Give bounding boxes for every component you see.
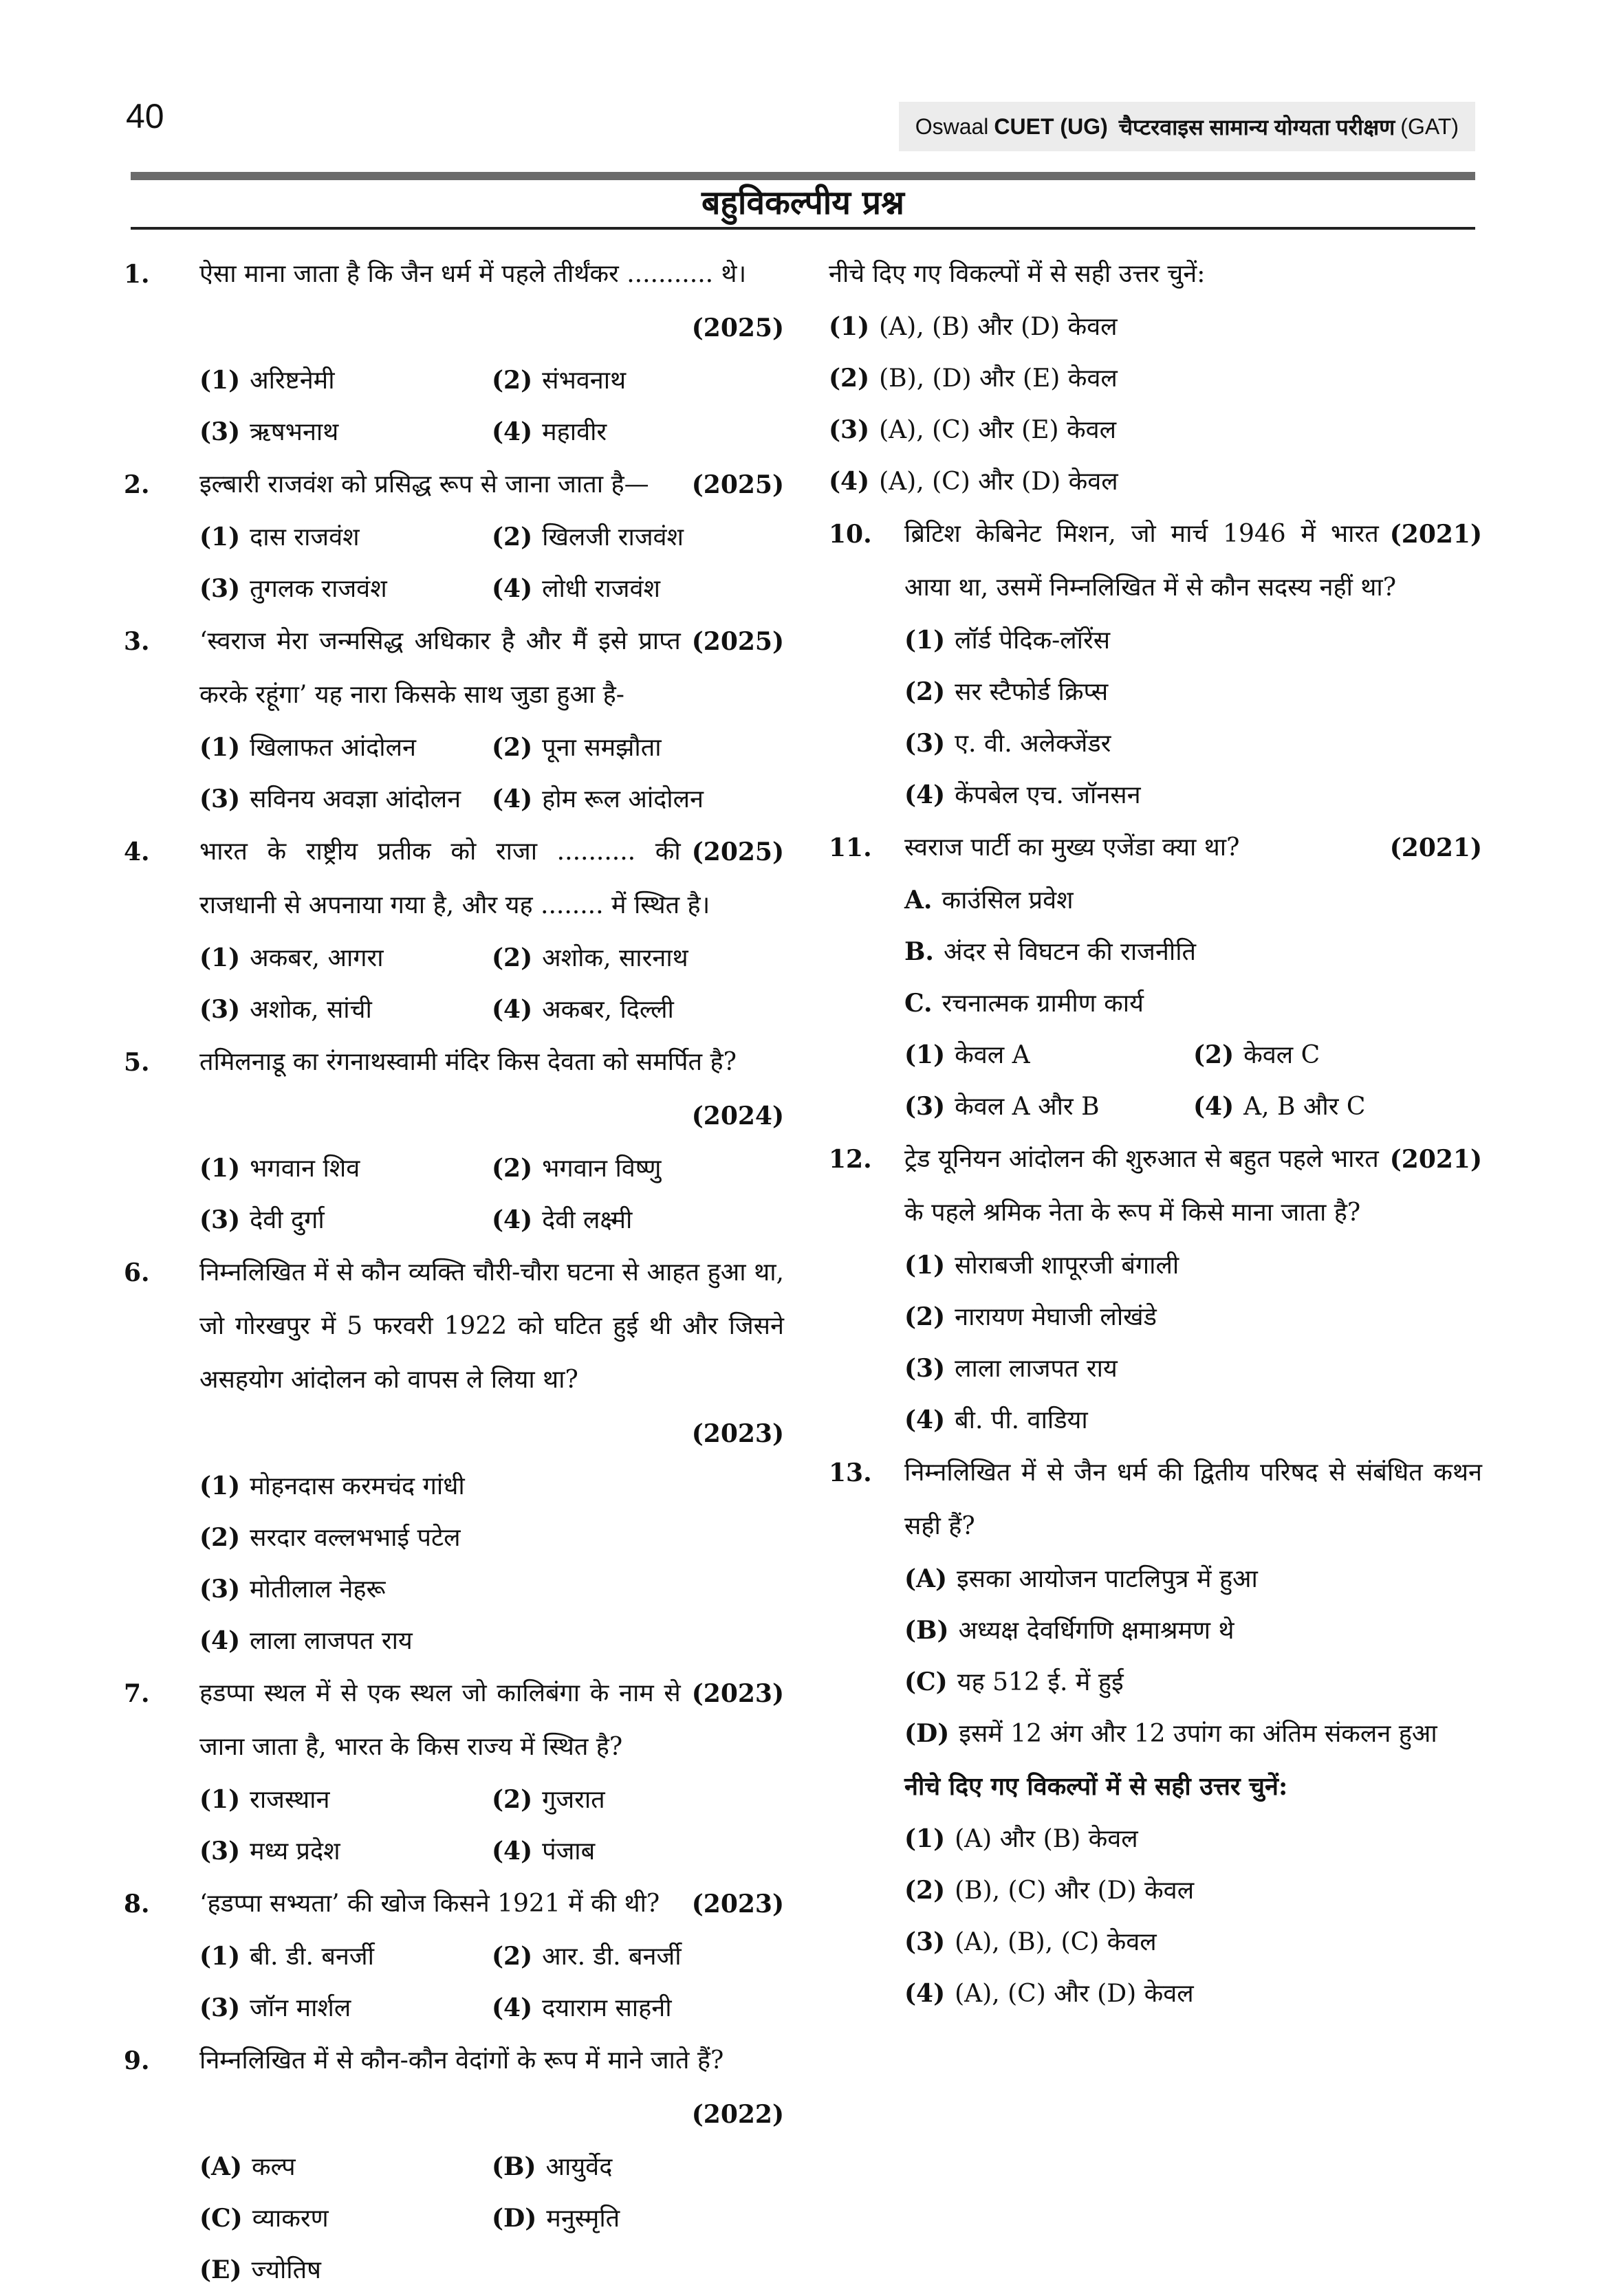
option-text: ए. वी. अलेक्जेंडर xyxy=(955,730,1111,758)
option-text: खिलाफत आंदोलन xyxy=(250,734,416,762)
option-text: केंपबेल एच. जॉनसन xyxy=(955,781,1141,809)
option-text: लाला लाजपत राय xyxy=(250,1627,413,1655)
question-text xyxy=(904,1446,1482,1553)
right-column xyxy=(829,248,1482,2020)
question-text xyxy=(904,507,1482,615)
option-label: (3) xyxy=(199,1575,241,1604)
option xyxy=(199,563,492,615)
option xyxy=(904,1291,1482,1343)
option-label: (4) xyxy=(199,1626,241,1655)
question xyxy=(829,821,1482,1133)
option-label: (1) xyxy=(199,366,241,395)
question xyxy=(124,825,784,1036)
question-text-body: भारत के राष्ट्रीय प्रतीक को राजा .......... की राजधानी से अपनाया गया है, और यह ........ में स्थित है। xyxy=(199,838,710,919)
option-text: व्याकरण xyxy=(252,2205,329,2233)
option-text: संभवनाथ xyxy=(542,367,627,395)
statement-text: इसमें 12 अंग और 12 उपांग का अंतिम संकलन हुआ xyxy=(959,1720,1437,1748)
option-label: (3) xyxy=(199,785,241,813)
option-label: (4) xyxy=(904,1406,946,1434)
option xyxy=(492,2141,784,2193)
option xyxy=(492,932,784,984)
option-label: (2) xyxy=(904,1876,946,1905)
statement xyxy=(904,1657,1482,1708)
option xyxy=(1193,1081,1482,1133)
option-label: (1) xyxy=(904,626,946,655)
question-number: 1. xyxy=(124,260,150,289)
option xyxy=(904,1395,1482,1446)
option-list xyxy=(904,615,1482,821)
option xyxy=(199,2244,492,2296)
option-label: (3) xyxy=(904,729,946,758)
option-text: मोतीलाल नेहरू xyxy=(250,1575,386,1604)
option xyxy=(492,1931,784,1982)
option-text: (A), (C) और (E) केवल xyxy=(879,416,1117,444)
option-label: (1) xyxy=(829,312,870,341)
option-list xyxy=(829,301,1482,507)
option xyxy=(199,1826,492,1877)
option-text: केवल A और B xyxy=(955,1093,1100,1121)
option-list xyxy=(199,1774,784,1877)
option-text: (A), (C) और (D) केवल xyxy=(879,468,1118,496)
option-text: केवल A xyxy=(955,1041,1030,1069)
question-text xyxy=(199,248,784,301)
question xyxy=(124,248,784,458)
option-text: ऋषभनाथ xyxy=(250,418,339,446)
page-number: 40 xyxy=(126,97,164,135)
statement-label: (D) xyxy=(904,1719,950,1748)
option xyxy=(492,2193,784,2244)
option-list xyxy=(199,722,784,825)
option-text: सविनय अवज्ञा आंदोलन xyxy=(250,785,461,813)
option-label: (2) xyxy=(199,1523,241,1552)
statement-text: यह 512 ई. में हुई xyxy=(957,1668,1124,1696)
question-text xyxy=(199,1246,784,1407)
question-year: (2023) xyxy=(691,1679,784,1708)
option-label: (2) xyxy=(1193,1040,1234,1069)
option-text: अरिष्टनेमी xyxy=(250,367,335,395)
question xyxy=(829,1133,1482,1446)
option-label: (D) xyxy=(492,2204,537,2233)
option-list xyxy=(904,1813,1482,2020)
option-list xyxy=(199,1931,784,2034)
question-text xyxy=(199,458,784,512)
statement-label: A. xyxy=(904,886,933,915)
option-label: (4) xyxy=(492,1205,533,1234)
option-text: खिलजी राजवंश xyxy=(542,523,684,551)
question-year: (2025) xyxy=(691,314,784,342)
option-text: अकबर, आगरा xyxy=(250,944,384,972)
option xyxy=(199,1461,784,1512)
question xyxy=(124,1036,784,1246)
option-text: राजस्थान xyxy=(250,1786,330,1814)
question-number: 12. xyxy=(829,1145,872,1174)
question-number: 6. xyxy=(124,1258,150,1287)
option xyxy=(492,1982,784,2034)
question-year: (2022) xyxy=(691,2100,784,2129)
option-label: (A) xyxy=(199,2152,242,2181)
option-text: कल्प xyxy=(252,2153,296,2181)
option-label: (3) xyxy=(199,1837,241,1866)
answer-instruction: नीचे दिए गए विकल्पों में से सही उत्तर चुनें: xyxy=(829,260,1206,288)
option-text: (B), (C) और (D) केवल xyxy=(955,1877,1195,1905)
question-year: (2023) xyxy=(691,1419,784,1448)
option xyxy=(829,456,1482,507)
option-text: जॉन मार्शल xyxy=(250,1994,351,2022)
statement-label: (C) xyxy=(904,1668,948,1696)
question xyxy=(124,1246,784,1667)
option-text: बी. डी. बनर्जी xyxy=(250,1943,374,1971)
statement xyxy=(904,978,1482,1029)
statement-text: अध्यक्ष देवर्धिगणि क्षमाश्रमण थे xyxy=(958,1617,1234,1645)
option xyxy=(492,1774,784,1826)
option-label: (3) xyxy=(199,1205,241,1234)
option xyxy=(492,722,784,774)
option-text: (A), (B), (C) केवल xyxy=(955,1928,1157,1956)
option-label: (4) xyxy=(904,780,946,809)
option-label: (3) xyxy=(904,1354,946,1383)
option-text: आर. डी. बनर्जी xyxy=(542,1943,682,1971)
option xyxy=(199,932,492,984)
option xyxy=(492,774,784,825)
question-text xyxy=(904,821,1482,875)
option-text: देवी लक्ष्मी xyxy=(542,1206,633,1234)
question-number: 9. xyxy=(124,2046,150,2075)
option-label: (2) xyxy=(492,733,533,762)
option-label: (3) xyxy=(199,574,241,603)
option-label: (1) xyxy=(199,1472,241,1500)
statement-label: B. xyxy=(904,937,934,966)
statement xyxy=(904,1708,1482,1760)
question-text-body: निम्नलिखित में से कौन व्यक्ति चौरी-चौरा घटना से आहत हुआ था, जो गोरखपुर में 5 फरवरी 1922 को घटित हुई थी और जिसने असहयोग आंदोलन को वापस ले लिया था? xyxy=(199,1258,784,1394)
option-text: सोराबजी शापूरजी बंगाली xyxy=(955,1251,1179,1280)
statement-label: (B) xyxy=(904,1616,949,1645)
option-text: मनुस्मृति xyxy=(546,2205,620,2233)
option-label: (4) xyxy=(492,995,533,1024)
question-number: 8. xyxy=(124,1890,150,1918)
question-text-body: ‘हडप्पा सभ्यता’ की खोज किसने 1921 में की थी? xyxy=(199,1890,660,1918)
option xyxy=(199,2141,492,2193)
option xyxy=(904,1916,1482,1968)
question xyxy=(124,1667,784,1877)
option-label: (2) xyxy=(904,677,946,706)
option-label: (3) xyxy=(904,1927,946,1956)
option xyxy=(492,1194,784,1246)
option-text: (A), (B) और (D) केवल xyxy=(879,313,1118,341)
option-label: (1) xyxy=(199,1154,241,1183)
option-text: गुजरात xyxy=(542,1786,605,1814)
option-text: (A) और (B) केवल xyxy=(955,1825,1138,1853)
option-label: (3) xyxy=(199,417,241,446)
option-list xyxy=(199,1143,784,1246)
question-year: (2025) xyxy=(691,838,784,866)
option-label: (1) xyxy=(199,523,241,551)
option-label: (1) xyxy=(199,943,241,972)
question xyxy=(124,458,784,615)
option-list xyxy=(199,2141,784,2296)
option-text: लोधी राजवंश xyxy=(542,575,661,603)
question-text-body: निम्नलिखित में से कौन-कौन वेदांगों के रूप में माने जाते हैं? xyxy=(199,2046,724,2075)
option-list xyxy=(904,1029,1482,1133)
option xyxy=(199,1615,784,1667)
option-text: भगवान विष्णु xyxy=(542,1155,662,1183)
option xyxy=(199,774,492,825)
question-number: 3. xyxy=(124,627,150,656)
option-label: (1) xyxy=(199,733,241,762)
question-text-body: तमिलनाडू का रंगनाथस्वामी मंदिर किस देवता को समर्पित है? xyxy=(199,1048,737,1076)
option-text: सर स्टैफोर्ड क्रिप्स xyxy=(955,678,1109,706)
option-text: केवल C xyxy=(1243,1041,1320,1069)
option-text: अशोक, सारनाथ xyxy=(542,944,688,972)
option xyxy=(492,984,784,1036)
option-text: (B), (D) और (E) केवल xyxy=(879,364,1118,393)
option xyxy=(199,722,492,774)
option xyxy=(904,1343,1482,1395)
option-label: (4) xyxy=(904,1979,946,2008)
question-text-body: ‘स्वराज मेरा जन्मसिद्ध अधिकार है और मैं इसे प्राप्त करके रहूंगा’ यह नारा किसके साथ जुडा हुआ है- xyxy=(199,627,681,709)
option-label: (4) xyxy=(492,1837,533,1866)
option xyxy=(199,355,492,406)
option xyxy=(904,769,1482,821)
option xyxy=(199,406,492,458)
statement-list xyxy=(904,875,1482,1029)
option-text: बी. पी. वाडिया xyxy=(955,1406,1088,1434)
option-label: (1) xyxy=(199,1785,241,1814)
option-label: (2) xyxy=(492,943,533,972)
statement-label: C. xyxy=(904,989,933,1018)
option-label: (1) xyxy=(199,1942,241,1971)
book-title: चैप्टरवाइस सामान्य योग्यता परीक्षण xyxy=(1118,114,1395,140)
option-label: (B) xyxy=(492,2152,536,2181)
option-text: देवी दुर्गा xyxy=(250,1206,325,1234)
option-text: महावीर xyxy=(542,418,607,446)
option xyxy=(199,1774,492,1826)
option xyxy=(904,718,1482,769)
option xyxy=(829,353,1482,404)
question-year: (2023) xyxy=(691,1890,784,1918)
option-label: (2) xyxy=(492,1785,533,1814)
option-text: A, B और C xyxy=(1243,1093,1366,1121)
option xyxy=(492,406,784,458)
option-text: मध्य प्रदेश xyxy=(250,1837,340,1866)
option-text: अकबर, दिल्ली xyxy=(542,996,674,1024)
question-text-body: हडप्पा स्थल में से एक स्थल जो कालिबंगा के नाम से जाना जाता है, भारत के किस राज्य में स्थित है? xyxy=(199,1679,681,1761)
question-year: (2021) xyxy=(1389,520,1482,549)
option xyxy=(492,355,784,406)
option-text: (A), (C) और (D) केवल xyxy=(955,1980,1194,2008)
option xyxy=(904,1865,1482,1916)
option-text: तुगलक राजवंश xyxy=(250,575,387,603)
question-year: (2025) xyxy=(691,627,784,656)
option xyxy=(492,1826,784,1877)
option-text: अशोक, सांची xyxy=(250,996,372,1024)
question-text-body: ऐसा माना जाता है कि जैन धर्म में पहले तीर्थंकर ........... थे। xyxy=(199,260,747,288)
option-label: (2) xyxy=(492,523,533,551)
option-text: लॉर्ड पेदिक-लॉरेंस xyxy=(955,626,1111,655)
left-column xyxy=(124,248,784,2296)
option-label: (2) xyxy=(492,1154,533,1183)
option-label: (2) xyxy=(829,364,870,393)
option-label: (1) xyxy=(904,1824,946,1853)
option xyxy=(904,1813,1482,1865)
statement xyxy=(904,875,1482,926)
option xyxy=(199,512,492,563)
question-number: 2. xyxy=(124,470,150,499)
book-brand: Oswaal xyxy=(915,113,989,139)
question xyxy=(829,1446,1482,2020)
option xyxy=(199,1194,492,1246)
question-text-body: इल्बारी राजवंश को प्रसिद्ध रूप से जाना जाता है— xyxy=(199,470,649,499)
question-text-body: निम्नलिखित में से जैन धर्म की द्वितीय परिषद से संबंधित कथन सही हैं? xyxy=(904,1458,1482,1540)
option-text: भगवान शिव xyxy=(250,1155,360,1183)
option-label: (E) xyxy=(199,2255,242,2284)
statement-label: (A) xyxy=(904,1564,947,1593)
statement xyxy=(904,926,1482,978)
question-text xyxy=(199,1667,784,1774)
option-text: दास राजवंश xyxy=(250,523,360,551)
question xyxy=(124,615,784,825)
statement-text: काउंसिल प्रवेश xyxy=(942,886,1074,915)
option-text: ज्योतिष xyxy=(251,2256,321,2284)
question-year: (2024) xyxy=(691,1102,784,1130)
question-year: (2021) xyxy=(1389,833,1482,862)
option-text: मोहनदास करमचंद गांधी xyxy=(250,1472,465,1500)
option-label: (2) xyxy=(492,1942,533,1971)
statement-text: इसका आयोजन पाटलिपुत्र में हुआ xyxy=(957,1565,1258,1593)
option-text: पंजाब xyxy=(542,1837,596,1866)
option-list xyxy=(199,355,784,458)
option xyxy=(904,1081,1193,1133)
answer-instruction: नीचे दिए गए विकल्पों में से सही उत्तर चुनें: xyxy=(904,1772,1288,1801)
option-label: (4) xyxy=(829,467,870,496)
option xyxy=(492,1143,784,1194)
option xyxy=(829,301,1482,353)
statement-list xyxy=(904,1553,1482,1760)
option-text: आयुर्वेद xyxy=(545,2153,613,2181)
book-code: (GAT) xyxy=(1400,113,1459,139)
title-rule xyxy=(131,227,1475,230)
statement xyxy=(904,1553,1482,1605)
option-label: (2) xyxy=(904,1302,946,1331)
option xyxy=(904,1968,1482,2020)
statement-text: अंदर से विघटन की राजनीति xyxy=(943,938,1197,966)
option-text: सरदार वल्लभभाई पटेल xyxy=(250,1524,461,1552)
question-text xyxy=(904,1133,1482,1240)
question-text xyxy=(199,1036,784,1089)
option-label: (1) xyxy=(904,1251,946,1280)
option-label: (4) xyxy=(492,417,533,446)
option xyxy=(199,1564,784,1615)
question-text xyxy=(199,2034,784,2088)
book-exam: CUET (UG) xyxy=(994,113,1108,139)
option xyxy=(492,512,784,563)
option-list xyxy=(199,932,784,1036)
question-year: (2021) xyxy=(1389,1145,1482,1174)
option-label: (3) xyxy=(199,1993,241,2022)
option-text: नारायण मेघाजी लोखंडे xyxy=(955,1303,1157,1331)
question xyxy=(124,1877,784,2034)
option-label: (1) xyxy=(904,1040,946,1069)
option xyxy=(199,984,492,1036)
question-number: 11. xyxy=(829,833,872,862)
option-list xyxy=(199,1461,784,1667)
question-text xyxy=(199,825,784,932)
option-label: (4) xyxy=(492,1993,533,2022)
question-text xyxy=(199,615,784,722)
option-label: (C) xyxy=(199,2204,243,2233)
option xyxy=(199,1931,492,1982)
option xyxy=(492,563,784,615)
option xyxy=(904,666,1482,718)
question-number: 5. xyxy=(124,1048,150,1077)
option xyxy=(904,1240,1482,1291)
option xyxy=(199,2193,492,2244)
question-text-body: स्वराज पार्टी का मुख्य एजेंडा क्या था? xyxy=(904,833,1240,862)
option-label: (4) xyxy=(492,574,533,603)
option xyxy=(199,1143,492,1194)
option-label: (3) xyxy=(199,995,241,1024)
statement xyxy=(904,1605,1482,1657)
option-list xyxy=(199,512,784,615)
header-rule xyxy=(131,172,1475,180)
question-text xyxy=(199,1877,784,1931)
option-label: (3) xyxy=(904,1092,946,1121)
question-text-body: ब्रिटिश केबिनेट मिशन, जो मार्च 1946 में भारत आया था, उसमें निम्नलिखित में से कौन सदस्य नहीं था? xyxy=(904,520,1396,602)
statement-text: रचनात्मक ग्रामीण कार्य xyxy=(942,990,1144,1018)
question-number: 10. xyxy=(829,520,872,549)
question-number: 4. xyxy=(124,838,150,866)
option xyxy=(904,615,1482,666)
option-list xyxy=(904,1240,1482,1446)
option-label: (4) xyxy=(1193,1092,1234,1121)
option xyxy=(904,1029,1193,1081)
option-label: (3) xyxy=(829,415,870,444)
option-text: लाला लाजपत राय xyxy=(955,1355,1118,1383)
book-header xyxy=(899,102,1475,151)
option-text: होम रूल आंदोलन xyxy=(542,785,704,813)
option-label: (4) xyxy=(492,785,533,813)
question-9-continued xyxy=(829,248,1482,507)
question xyxy=(124,2034,784,2296)
option-text: दयाराम साहनी xyxy=(542,1994,672,2022)
option xyxy=(199,1512,784,1564)
question-text-body: ट्रेड यूनियन आंदोलन की शुरुआत से बहुत पहले भारत के पहले श्रमिक नेता के रूप में किसे माना जाता है? xyxy=(904,1145,1379,1227)
option xyxy=(829,404,1482,456)
option xyxy=(1193,1029,1482,1081)
section-title: बहुविकल्पीय प्रश्न xyxy=(701,184,904,222)
question-number: 7. xyxy=(124,1679,150,1708)
option-text: पूना समझौता xyxy=(542,734,662,762)
option-label: (2) xyxy=(492,366,533,395)
question-year: (2025) xyxy=(691,470,784,499)
question-number: 13. xyxy=(829,1458,872,1487)
option xyxy=(199,1982,492,2034)
question xyxy=(829,507,1482,821)
